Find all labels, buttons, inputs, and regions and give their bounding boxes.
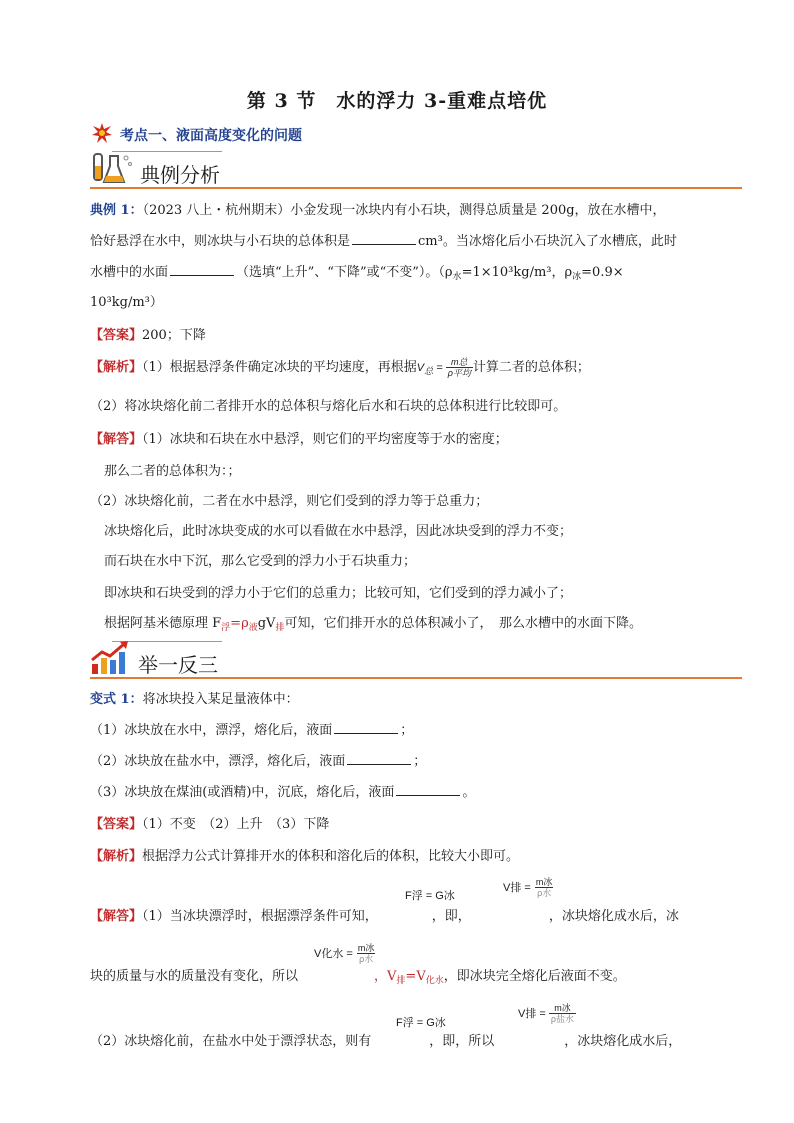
lab-flask-icon: [90, 150, 134, 190]
answer-blank: [347, 752, 411, 765]
kaodian-heading: [92, 123, 302, 147]
answer-blank: [170, 263, 234, 276]
example1-solution1: 【解答】（1）冰块和石块在水中悬浮，则它们的平均密度等于水的密度；: [90, 432, 508, 447]
example-section-header: [90, 150, 220, 190]
example1-solution4: 冰块熔化后，此时冰块变成的水可以看做在水中悬浮，因此冰块受到的浮力不变；: [104, 524, 573, 539]
formula-melted-water-volume: V化水 = $\frac{\text{m冰}}{\text{ρ水}}$: [314, 943, 375, 964]
formula-displaced-volume-2: V排 = $\frac{\text{m冰}}{\text{ρ盐水}}$: [518, 1003, 575, 1024]
variant1-answer: 【答案】（1）不变 （2）上升 （3）下降: [90, 817, 330, 832]
variant1-solution3: （2）冰块熔化前，在盐水中处于漂浮状态，则有 ，即，所以 ，冰块熔化成水后，: [90, 1034, 682, 1049]
answer-blank: [334, 721, 398, 734]
red-star-burst-icon: [92, 123, 112, 147]
answer-blank: [352, 232, 416, 245]
kaodian-title: 考点一、液面高度变化的问题: [120, 128, 302, 144]
variant1-analysis: 【解析】根据浮力公式计算排开水的体积和溶化后的体积，比较大小即可。: [90, 849, 520, 864]
example1-line1: 典例 1：（2023 八上・杭州期末）小金发现一冰块内有小石块，测得总质量是 200g，放在水槽中，: [90, 203, 666, 218]
example1-solution3: （2）冰块熔化前，二者在水中悬浮，则它们受到的浮力等于总重力；: [90, 494, 489, 509]
example1-solution5: 而石块在水中下沉，那么它受到的浮力小于石块重力；: [104, 554, 417, 569]
example1-analysis1: 【解析】（1）根据悬浮条件确定冰块的平均速度，再根据$V_总$ = $\frac{\text{m总}}{\text{ρ平均}}$ 计算二者的总体积；: [90, 356, 590, 378]
variant1-intro: 变式 1：将冰块投入某足量液体中：: [90, 692, 299, 707]
example-section-title: 典例分析: [140, 163, 220, 187]
variant1-solution2: 块的质量与水的质量没有变化，所以 ，$V_排=V_{化水}$，即冰块完全熔化后液面不变。: [90, 969, 626, 986]
example1-solution2: 那么二者的总体积为：；: [104, 464, 241, 479]
formula-displaced-volume-1: V排 = $\frac{\text{m冰}}{\text{ρ水}}$: [503, 877, 553, 898]
formula-buoyancy-equals-weight-1: F浮 = G冰: [405, 890, 455, 902]
formula-buoyancy-equals-weight-2: F浮 = G冰: [396, 1017, 446, 1029]
example1-line3: 水槽中的水面 （选填“上升”、“下降”或“不变”）。（$\rho_水=1\times 10^3kg/m^3$，$\rho_冰=0.9\times$: [90, 265, 624, 282]
variant1-solution1: 【解答】（1）当冰块漂浮时，根据漂浮条件可知， ，即， ，冰块熔化成水后，冰: [90, 909, 679, 924]
page-title: 第 3 节 水的浮力 3-重难点培优: [246, 90, 548, 112]
example1-answer: 【答案】200；下降: [90, 328, 206, 343]
variant1-q2: （2）冰块放在盐水中，漂浮，熔化后，液面 ；: [90, 754, 427, 769]
variant1-q1: （1）冰块放在水中，漂浮，熔化后，液面 ；: [90, 723, 414, 738]
example1-solution6: 即冰块和石块受到的浮力小于它们的总重力；比较可知，它们受到的浮力减小了；: [104, 586, 573, 601]
example1-solution7: 根据阿基米德原理 $F_浮=\rho_液gV_排$可知，它们排开水的总体积减小了， 那么水槽中的水面下降。: [104, 616, 642, 633]
total-volume-formula: $V_总$ = $\frac{\text{m总}}{\text{ρ平均}}$: [416, 356, 471, 378]
example1-analysis2: （2）将冰块熔化前二者排开水的总体积与熔化后水和石块的总体积进行比较即可。: [90, 399, 567, 414]
answer-blank: [396, 783, 460, 796]
practice-section-title: 举一反三: [138, 653, 218, 677]
example1-line2: 恰好悬浮在水中，则冰块与小石块的总体积是 cm³。当冰熔化后小石块沉入了水槽底，此时: [90, 234, 677, 249]
example1-line4: 10³kg/m³）: [90, 295, 163, 310]
bar-chart-arrow-icon: [90, 640, 132, 680]
variant1-q3: （3）冰块放在煤油(或酒精)中，沉底，熔化后，液面 。: [90, 785, 476, 800]
practice-section-header: [90, 640, 218, 680]
